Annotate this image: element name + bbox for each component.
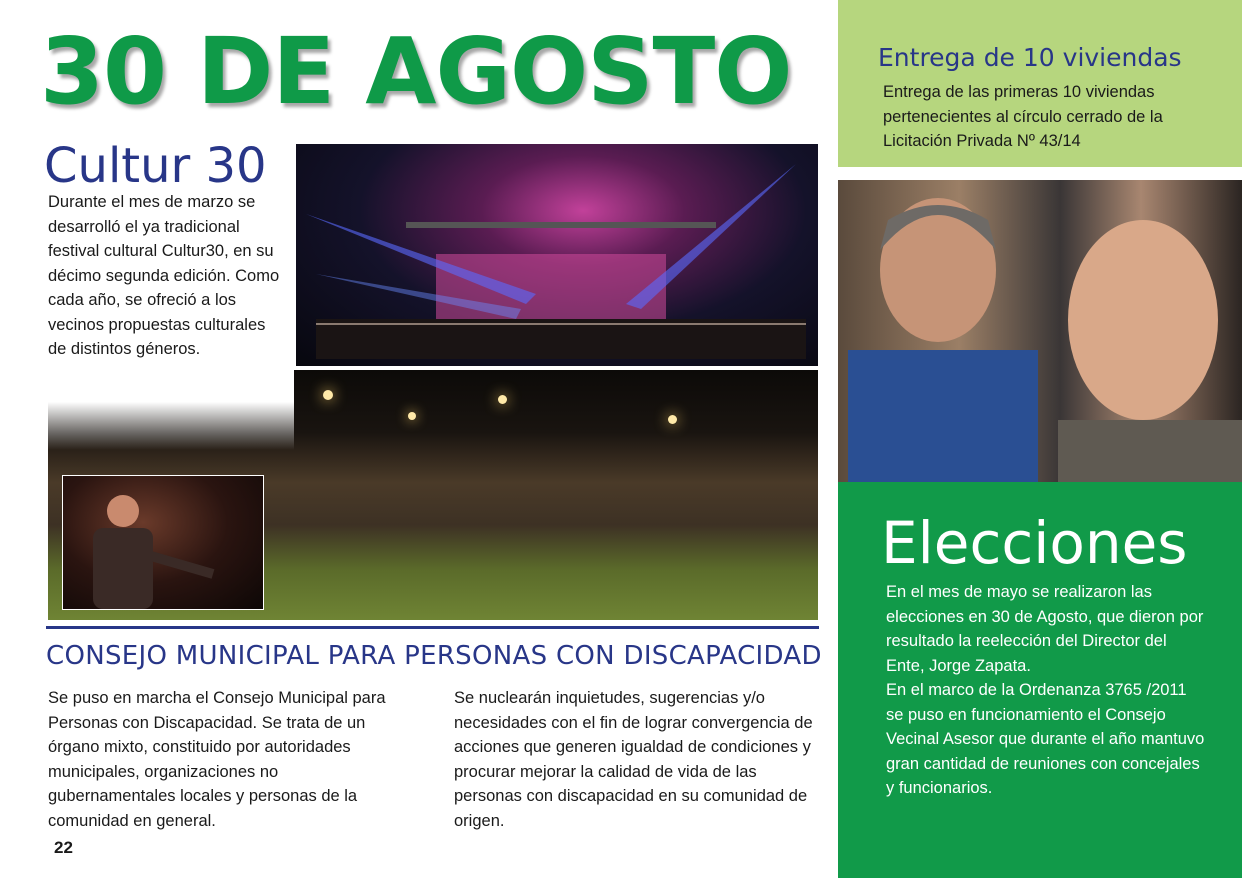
consejo-column-1: Se puso en marcha el Consejo Municipal para Personas con Discapacidad. Se trata de un órgano mixto, constituido por autoridades municipales, organizaciones no gubernamentales locales y personas de la comunidad en general. (48, 689, 386, 830)
elecciones-paragraph-1: En el mes de mayo se realizaron las elecciones en 30 de Agosto, que dieron por resultado la reelección del Director del Ente, Jorge Zapata. (886, 583, 1204, 675)
speaker-photo (62, 475, 264, 610)
page-number: 22 (54, 838, 73, 857)
elecciones-description (886, 580, 1206, 801)
consejo-heading: CONSEJO MUNICIPAL PARA PERSONAS CON DISCAPACIDAD (46, 641, 822, 671)
speaker-illustration (63, 476, 263, 609)
viviendas-description: Entrega de las primeras 10 viviendas pertenecientes al círculo cerrado de la Licitación Privada Nº 43/14 (883, 83, 1163, 150)
page-title: 30 DE AGOSTO (40, 18, 792, 125)
stage-illustration (296, 144, 818, 366)
photo-fade (48, 370, 294, 450)
consejo-column-2: Se nuclearán inquietudes, sugerencias y/o necesidades con el fin de lograr convergencia de acciones que generen igualdad de condiciones y procurar mejorar la calidad de vida de las personas con discapacidad en su comunidad de origen. (454, 689, 813, 830)
festival-stage-photo (296, 144, 818, 366)
officials-illustration (838, 180, 1242, 482)
elecciones-paragraph-2: En el marco de la Ordenanza 3765 /2011 se puso en funcionamiento el Consejo Vecinal Asesor que durante el año mantuvo gran cantidad de reuniones con concejales y funcionarios. (886, 681, 1205, 797)
section-subtitle-cultur30: Cultur 30 (44, 138, 267, 194)
viviendas-title: Entrega de 10 viviendas (878, 43, 1182, 72)
elecciones-title: Elecciones (881, 509, 1188, 577)
section-divider (46, 626, 819, 629)
cultur30-description: Durante el mes de marzo se desarrolló el ya tradicional festival cultural Cultur30, en su décimo segunda edición. Como cada año, se ofreció a los vecinos propuestas culturales de distintos géneros. (48, 193, 280, 358)
officials-photo (838, 180, 1242, 482)
